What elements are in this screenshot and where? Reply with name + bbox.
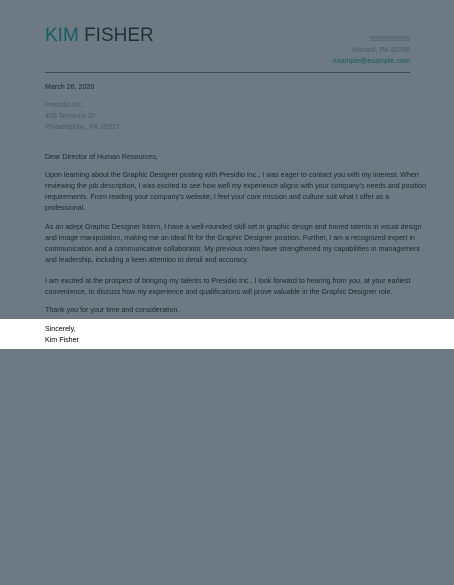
paragraph-line: communication and a communicative collaborator. My previous roles have strengthened my capabilities in management [45,245,420,253]
recipient-address [45,100,412,133]
letter-date: March 26, 2020 [45,83,95,91]
paragraph-line: requirements. From reading your company's website, I feel your core mission and culture suit what I offer as a [45,193,390,201]
paragraph-line: professional. [45,204,86,212]
recipient-company: Presidio Inc. [45,101,85,109]
contact-block [333,33,410,66]
body-paragraph-2 [45,222,422,266]
salutation: Dear Director of Human Resources, [45,153,158,161]
applicant-name [45,25,154,47]
first-name: KIM [45,25,79,46]
body-paragraph-1 [45,170,427,214]
recipient-street: 455 Terrance Dr. [45,112,98,120]
header-divider [45,72,410,73]
email-address: example@example.com [332,56,410,65]
location: Nahant, PA 15788 [352,45,410,54]
body-paragraph-3 [45,276,412,298]
paragraph-line: convenience, to discuss how my experience and qualifications will prove valuable in the Graphic Designer role. [45,288,393,296]
closing-text: Sincerely, [45,325,76,333]
signature: Kim Fisher [45,336,79,344]
paragraph-line: I am excited at the prospect of bringing my talents to Presidio Inc.. I look forward to hearing from you, at your earliest [45,277,411,285]
paragraph-line: Upon learning about the Graphic Designer posting with Presidio Inc., I was eager to contact you with my interest. When [45,171,419,179]
closing-block [45,324,79,346]
phone-number: 5555555555 [370,34,410,43]
paragraph-line: reviewing the job description, I was excited to see how well my experience aligns with your company's needs and position [45,182,427,190]
recipient-city: Philadelphia , PA 15317 [45,123,120,131]
paragraph-line: As an adept Graphic Designer Intern, I have a well-rounded skill set in graphic design and honed talents in visual design [45,223,422,231]
last-name: FISHER [84,25,154,46]
thanks-line: Thank you for your time and consideration. [45,306,180,314]
paragraph-line: and leadership, including a keen attention to detail and accuracy. [45,256,249,264]
paragraph-line: and image manipulation, making me an ideal fit for the Graphic Designer position. Further, I am a recognized expert in [45,234,415,242]
